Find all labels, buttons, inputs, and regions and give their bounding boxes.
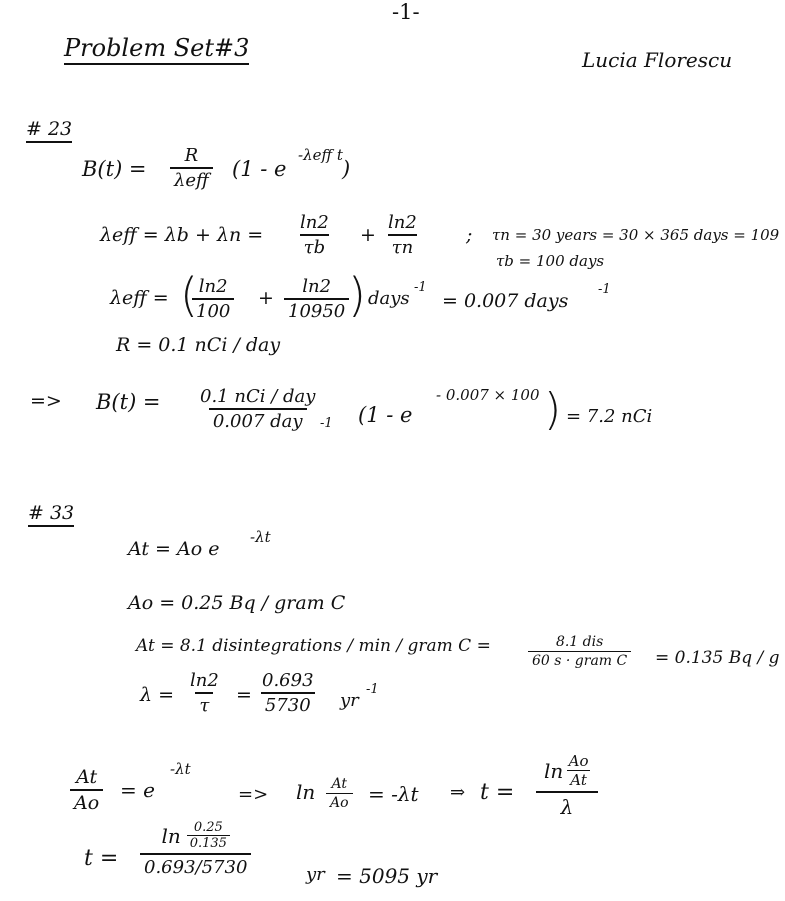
author-name: Lucia Florescu — [582, 48, 733, 72]
p33-eq3-den: 60 s · gram C — [528, 651, 631, 669]
p33-eq6-lhs: t = — [84, 846, 119, 871]
p23-eq4: R = 0.1 nCi / day — [116, 334, 281, 356]
p23-eq3-d2: 10950 — [284, 298, 349, 322]
p23-eq3-frac1 — [192, 276, 234, 322]
p23-eq2-d2: τn — [388, 234, 418, 258]
p23-eq5-exp: - 0.007 × 100 — [436, 386, 540, 404]
p23-eq5-den-exp: -1 — [320, 416, 333, 431]
problem-23-label: # 23 — [26, 118, 72, 143]
p23-eq3-n1: ln2 — [198, 276, 228, 297]
p33-eq6-den: 0.693/5730 — [140, 853, 251, 878]
p23-eq5-close-paren: ) — [544, 384, 562, 435]
p33-eq5-d3: At — [567, 770, 590, 789]
p33-eq3-fraction — [528, 634, 631, 669]
p33-eq4-n1: ln2 — [190, 670, 219, 691]
p33-eq3: At = 8.1 disintegrations / min / gram C = — [136, 636, 491, 656]
p33-eq4-unit-exp: -1 — [366, 682, 379, 697]
p33-eq5-n3: Ao — [568, 752, 589, 770]
page-number: -1- — [392, 0, 420, 24]
p23-eq1-exp: -λeff t — [298, 146, 343, 164]
p23-eq3-d1: 100 — [192, 298, 234, 322]
p33-eq4-d1: τ — [195, 692, 213, 716]
p33-eq5-inner-frac — [567, 752, 590, 789]
p23-eq1-num: R — [184, 145, 199, 166]
p33-eq6-d: 0.135 — [187, 835, 230, 851]
p33-eq5-frac1 — [70, 766, 103, 814]
p23-eq1-lhs: B(t) = — [82, 157, 147, 181]
p23-eq3-open-paren: ( — [180, 268, 198, 322]
p33-eq1-exp: -λt — [250, 528, 271, 546]
p23-eq3-lhs: λeff = — [110, 287, 169, 309]
p23-eq5-lhs: B(t) = — [96, 390, 161, 414]
p23-eq5-open: (1 - e — [358, 403, 413, 427]
p23-eq2-frac2 — [384, 212, 421, 258]
p33-eq5-arrow2: ⇒ — [450, 782, 466, 803]
p33-eq5-n2: At — [331, 776, 348, 792]
p23-tau-n: τn = 30 years = 30 × 365 days = 109 — [492, 226, 780, 244]
p23-eq1-tail: (1 - e — [232, 157, 287, 181]
p23-eq2-plus: + — [360, 224, 376, 246]
p33-eq3-num: 8.1 dis — [555, 634, 604, 650]
p23-eq2-n2: ln2 — [388, 212, 417, 233]
p33-eq5-d2: Ao — [326, 793, 353, 811]
p23-eq2-d1: τb — [300, 234, 329, 258]
p33-eq5-ln: ln — [296, 780, 316, 804]
p33-eq5-den3: λ — [536, 791, 598, 819]
p33-eq5-n1: At — [76, 766, 98, 788]
p23-eq3-result-exp: -1 — [598, 282, 611, 297]
p23-eq5-fraction — [196, 386, 319, 432]
p33-eq4-lhs: λ = — [140, 684, 175, 706]
page-title: Problem Set#3 — [64, 34, 249, 65]
p33-eq5-eq2: = -λt — [368, 782, 419, 806]
p23-eq3-close-paren: ) — [348, 268, 366, 322]
p23-eq3-unit: days — [368, 288, 410, 309]
p33-eq6-unit: yr — [306, 864, 325, 885]
p33-eq3-result: = 0.135 Bq / g — [655, 648, 780, 668]
p33-eq5-d1: Ao — [70, 789, 103, 814]
p23-eq3-n2: ln2 — [302, 276, 332, 297]
p33-eq5-t: t = — [480, 780, 515, 805]
p33-eq4-frac1 — [186, 670, 223, 716]
p23-eq3-plus: + — [258, 287, 274, 309]
problem-33-label: # 33 — [28, 502, 74, 527]
p23-eq5-arrow: => — [30, 390, 62, 412]
p23-tau-b: τb = 100 days — [496, 252, 605, 270]
p33-eq1: At = Ao e — [128, 538, 220, 560]
p23-eq3-unit-exp: -1 — [414, 280, 427, 295]
p23-eq5-result: = 7.2 nCi — [566, 406, 653, 427]
p23-eq2-frac1 — [296, 212, 333, 258]
p33-eq4-frac2 — [258, 670, 318, 716]
p23-eq3-frac2 — [284, 276, 349, 322]
p33-eq4-eq: = — [236, 684, 252, 706]
p23-eq2-semicolon: ; — [466, 224, 473, 246]
p23-eq1-close: ) — [342, 157, 351, 181]
p33-eq5-exp: -λt — [170, 760, 191, 778]
p33-eq5-frac2 — [326, 776, 353, 811]
p23-eq5-den: 0.007 day — [209, 408, 307, 432]
p23-eq2-lhs: λeff = λb + λn = — [100, 224, 264, 246]
p33-eq6-n: 0.25 — [193, 820, 223, 835]
p23-eq3-result: = 0.007 days — [442, 290, 569, 312]
p33-eq4-unit: yr — [340, 690, 359, 711]
p33-eq5-eq1: = e — [120, 778, 155, 802]
p23-eq2-n1: ln2 — [300, 212, 329, 233]
p23-eq1-den: λeff — [170, 167, 213, 191]
p23-eq5-num: 0.1 nCi / day — [200, 386, 316, 407]
p33-eq6-inner-frac — [187, 820, 230, 851]
p33-eq4-d2: 5730 — [261, 692, 315, 716]
p33-eq5-num3: ln — [544, 758, 564, 783]
p33-eq6-result: = 5095 yr — [336, 864, 438, 888]
p33-eq6-fraction — [140, 820, 251, 878]
p33-eq6-num: ln — [161, 823, 181, 848]
p33-eq2: Ao = 0.25 Bq / gram C — [128, 592, 346, 614]
p23-eq1-fraction — [170, 145, 213, 191]
p33-eq4-n2: 0.693 — [262, 670, 314, 691]
p33-eq5-big-fraction — [536, 752, 598, 819]
p33-eq5-arrow: => — [238, 784, 269, 805]
